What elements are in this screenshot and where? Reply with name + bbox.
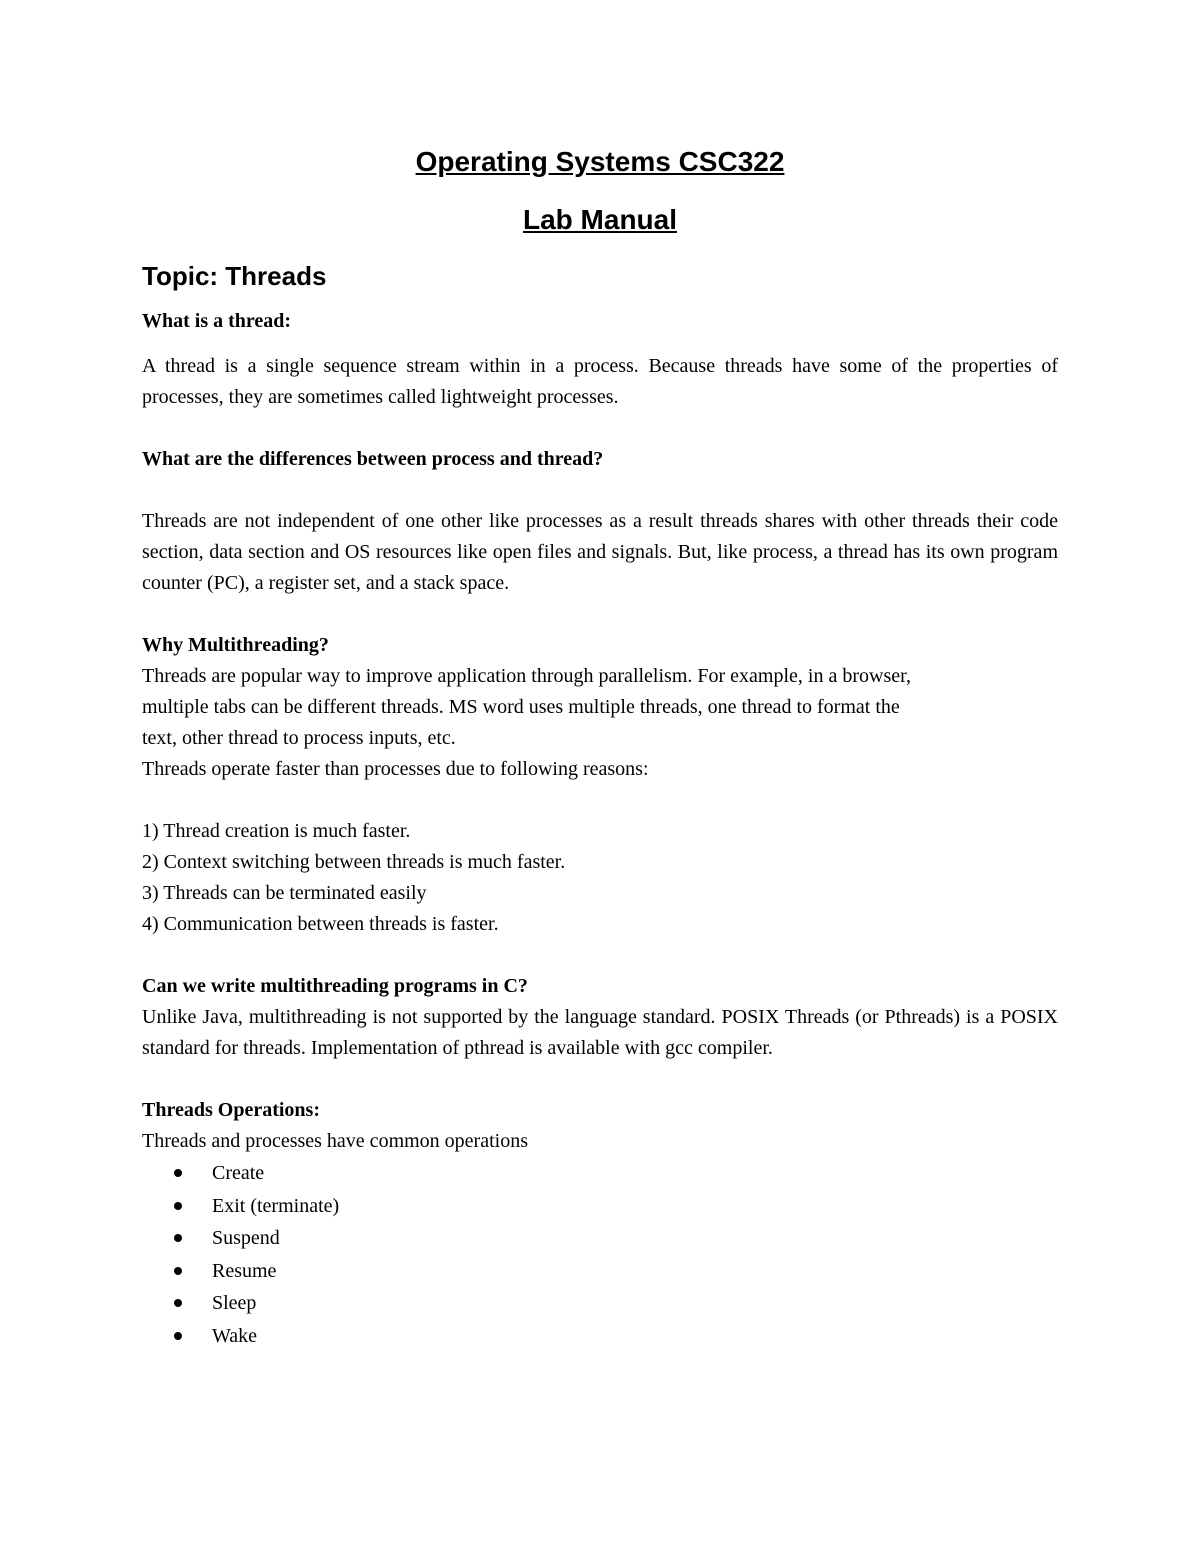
list-item	[174, 1320, 1058, 1353]
list-item-label: Resume	[212, 1259, 277, 1282]
bullet-icon	[174, 1234, 182, 1242]
section-body-differences: Threads are not independent of one other like processes as a result threads shares with other threads their code section, data section and OS resources like open files and signals. But, like process, a thread has its own program counter (PC), a register set, and a stack space.	[142, 510, 1058, 594]
list-item	[174, 1222, 1058, 1255]
reason-item: 2) Context switching between threads is much faster.	[142, 851, 566, 873]
why-line: Threads are popular way to improve application through parallelism. For example, in a browser,	[142, 665, 911, 687]
list-item	[174, 1255, 1058, 1288]
why-line: text, other thread to process inputs, etc.	[142, 727, 456, 749]
operations-list	[142, 1157, 1058, 1352]
section-body-c-multithreading: Unlike Java, multithreading is not supported by the language standard. POSIX Threads (or Pthreads) is a POSIX standard for threads. Implementation of pthread is available with gcc compiler.	[142, 1006, 1058, 1059]
reason-item: 1) Thread creation is much faster.	[142, 820, 411, 842]
list-item-label: Create	[212, 1162, 265, 1184]
operations-intro: Threads and processes have common operations	[142, 1130, 528, 1152]
bullet-icon	[174, 1299, 182, 1307]
bullet-icon	[174, 1169, 182, 1177]
section-heading-why: Why Multithreading?	[142, 634, 329, 656]
document-title: Operating Systems CSC322	[415, 146, 785, 177]
list-item-label: Exit (terminate)	[212, 1194, 340, 1217]
why-line: multiple tabs can be different threads. MS word uses multiple threads, one thread to format the	[142, 696, 900, 718]
list-item	[174, 1190, 1058, 1223]
list-item-label: Suspend	[212, 1227, 280, 1249]
bullet-icon	[174, 1202, 182, 1210]
why-line: Threads operate faster than processes due to following reasons:	[142, 758, 649, 780]
topic-heading: Topic: Threads	[142, 261, 327, 291]
section-body-what-is: A thread is a single sequence stream within in a process. Because threads have some of the properties of processes, they are sometimes called lightweight processes.	[142, 355, 1058, 408]
list-item-label: Sleep	[212, 1292, 257, 1314]
bullet-icon	[174, 1332, 182, 1340]
list-item-label: Wake	[212, 1324, 258, 1347]
document-subtitle: Lab Manual	[522, 204, 677, 235]
document-page	[142, 140, 1058, 1352]
reason-item: 3) Threads can be terminated easily	[142, 882, 427, 904]
section-heading-what-is: What is a thread:	[142, 310, 292, 332]
bullet-icon	[174, 1267, 182, 1275]
section-heading-differences: What are the differences between process and thread?	[142, 448, 604, 470]
list-item	[174, 1287, 1058, 1320]
section-heading-c-multithreading: Can we write multithreading programs in C?	[142, 975, 528, 997]
list-item	[174, 1157, 1058, 1190]
reason-item: 4) Communication between threads is faster.	[142, 913, 499, 935]
section-heading-operations: Threads Operations:	[142, 1099, 320, 1121]
